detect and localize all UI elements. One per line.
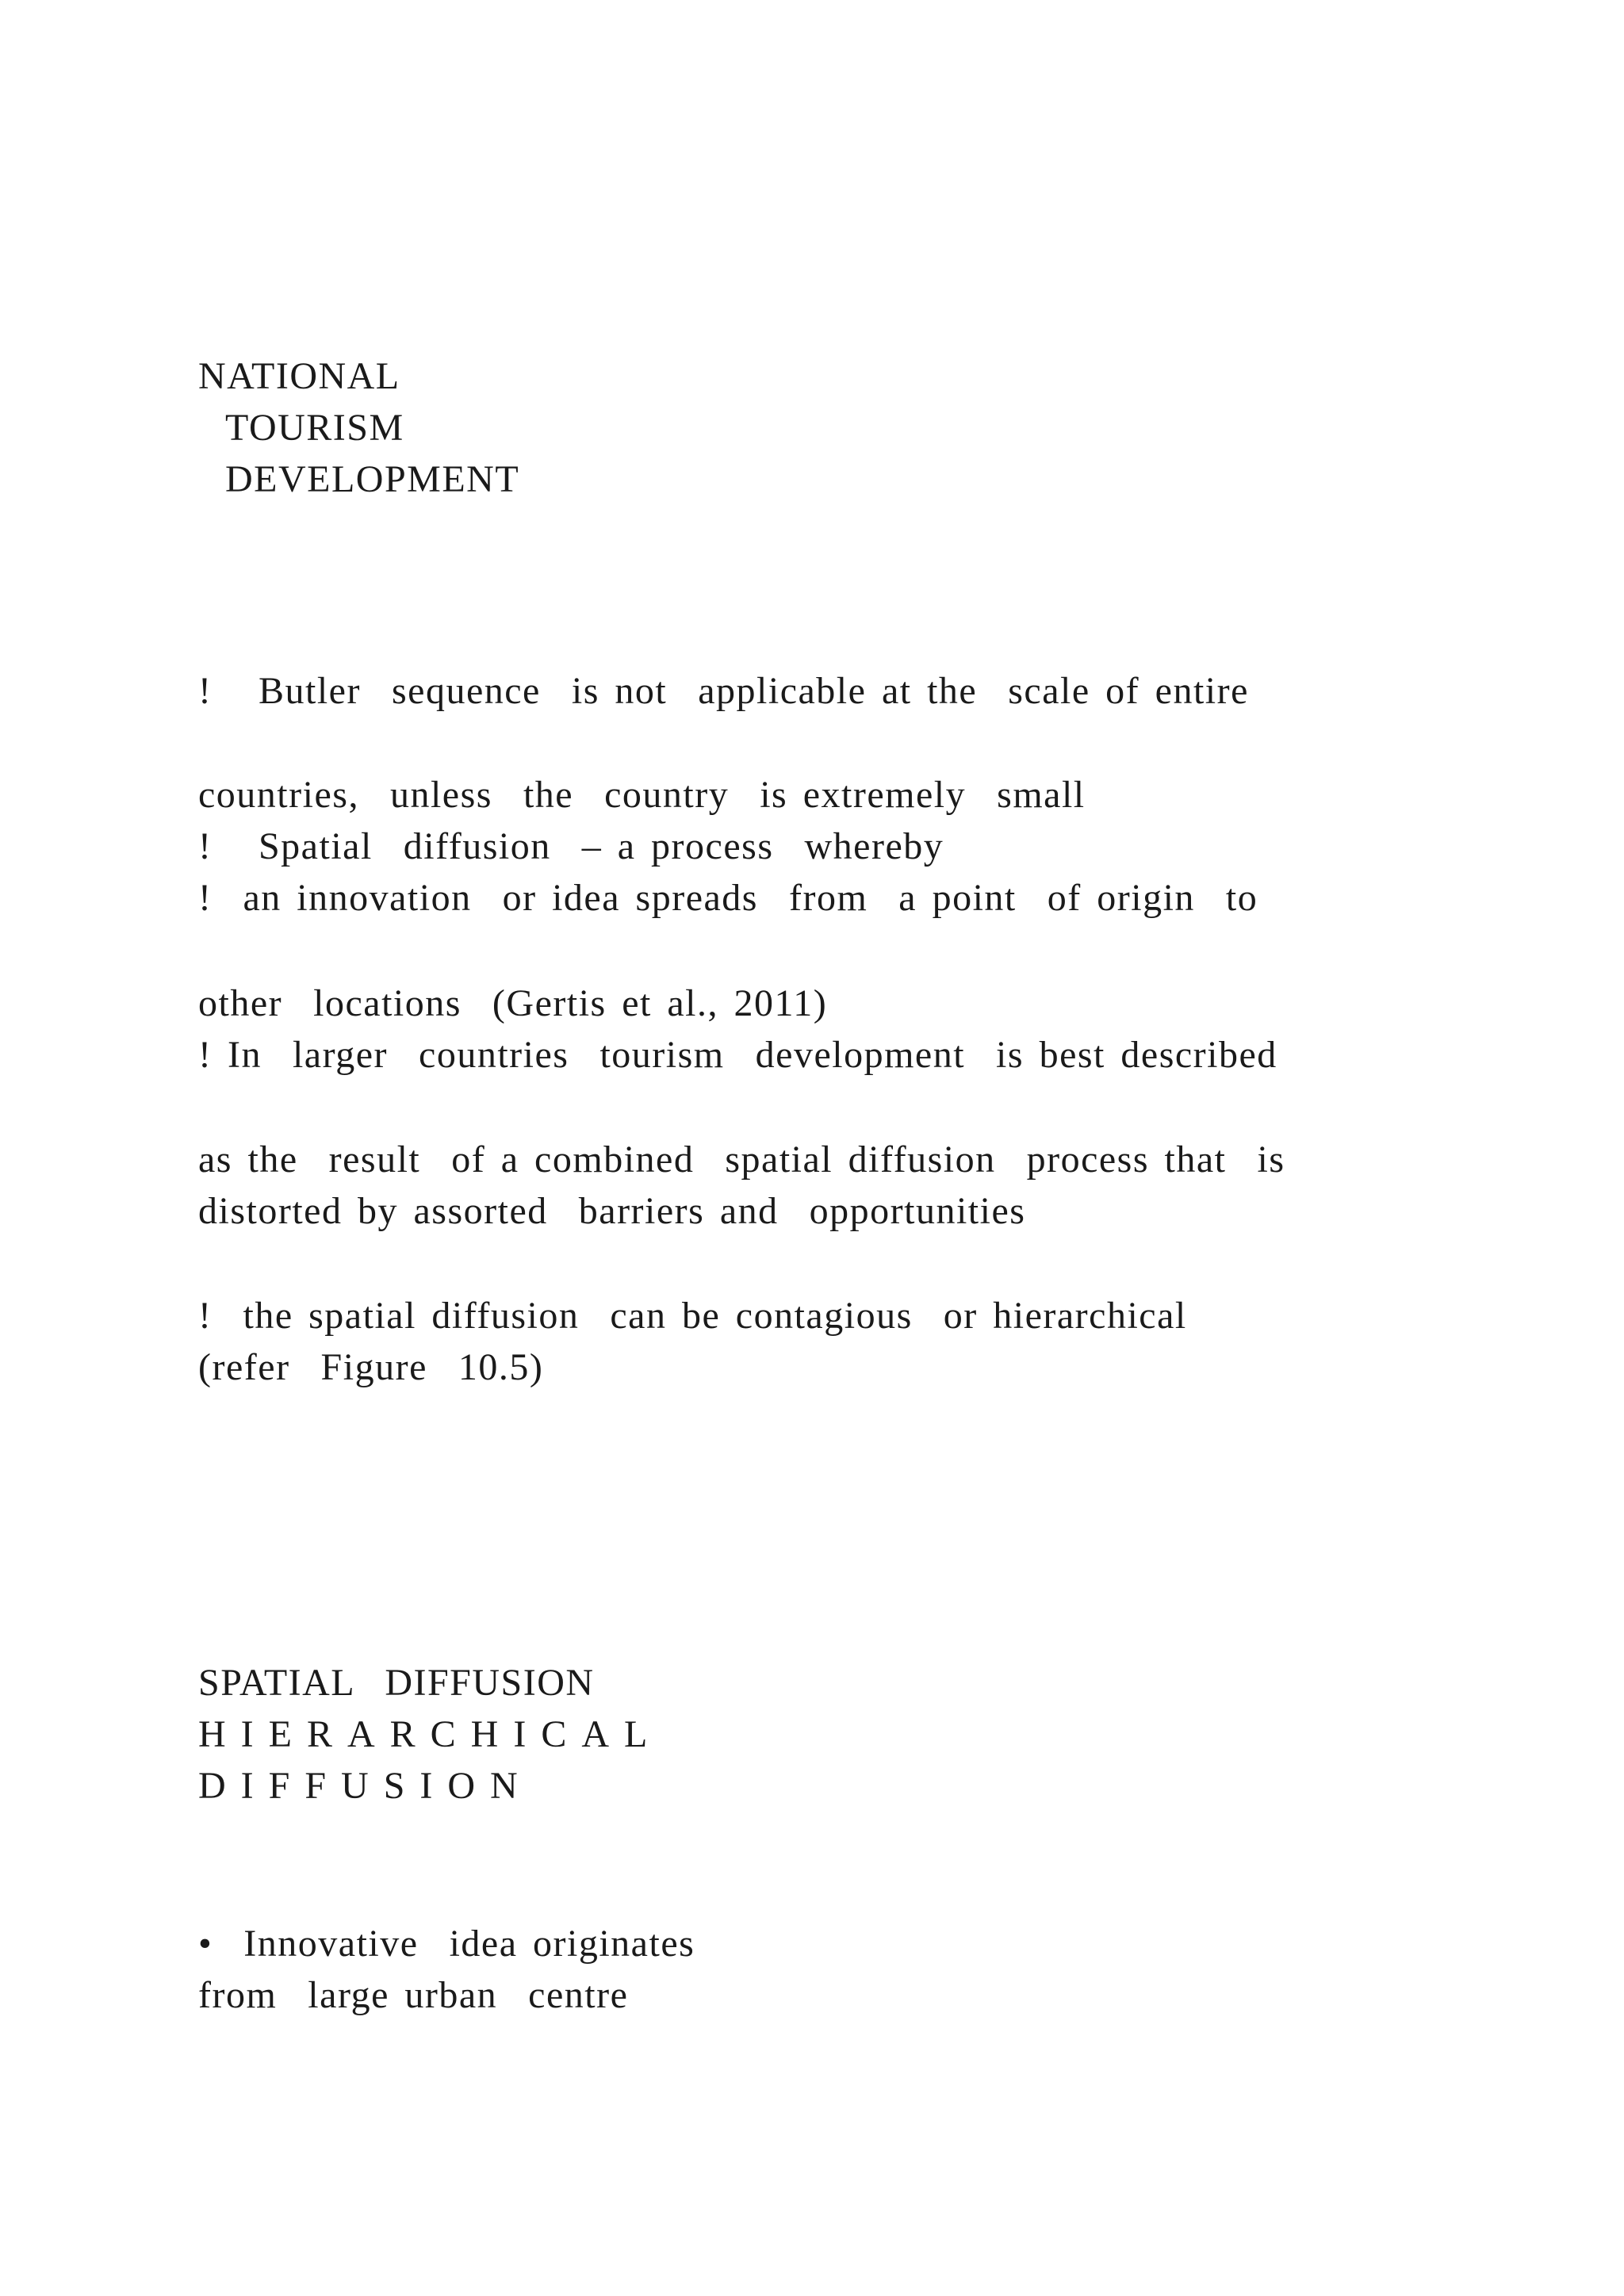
heading-development: DEVELOPMENT xyxy=(225,458,520,500)
heading-hierarchical: HIERARCHICAL xyxy=(198,1713,663,1755)
body-line: ! Butler sequence is not applicable at the scale of entire xyxy=(198,670,1249,712)
body-line: countries, unless the country is extremely small xyxy=(198,774,1086,816)
body-line: distorted by assorted barriers and opportunities xyxy=(198,1190,1026,1232)
bullet-line: from large urban centre xyxy=(198,1974,629,2016)
body-line: ! In larger countries tourism development is best described xyxy=(198,1034,1277,1076)
body-line: (refer Figure 10.5) xyxy=(198,1346,544,1388)
bullet-line: • Innovative idea originates xyxy=(198,1923,695,1965)
heading-tourism: TOURISM xyxy=(225,407,404,449)
body-line: ! Spatial diffusion – a process whereby xyxy=(198,825,944,867)
body-line: ! an innovation or idea spreads from a point of origin to xyxy=(198,877,1258,919)
body-line: other locations (Gertis et al., 2011) xyxy=(198,982,828,1024)
body-line: ! the spatial diffusion can be contagious or hierarchical xyxy=(198,1295,1187,1337)
heading-national: NATIONAL xyxy=(198,355,400,397)
heading-spatial-diffusion: SPATIAL DIFFUSION xyxy=(198,1662,595,1704)
heading-diffusion: DIFFUSION xyxy=(198,1765,533,1807)
body-line: as the result of a combined spatial diffusion process that is xyxy=(198,1138,1285,1181)
